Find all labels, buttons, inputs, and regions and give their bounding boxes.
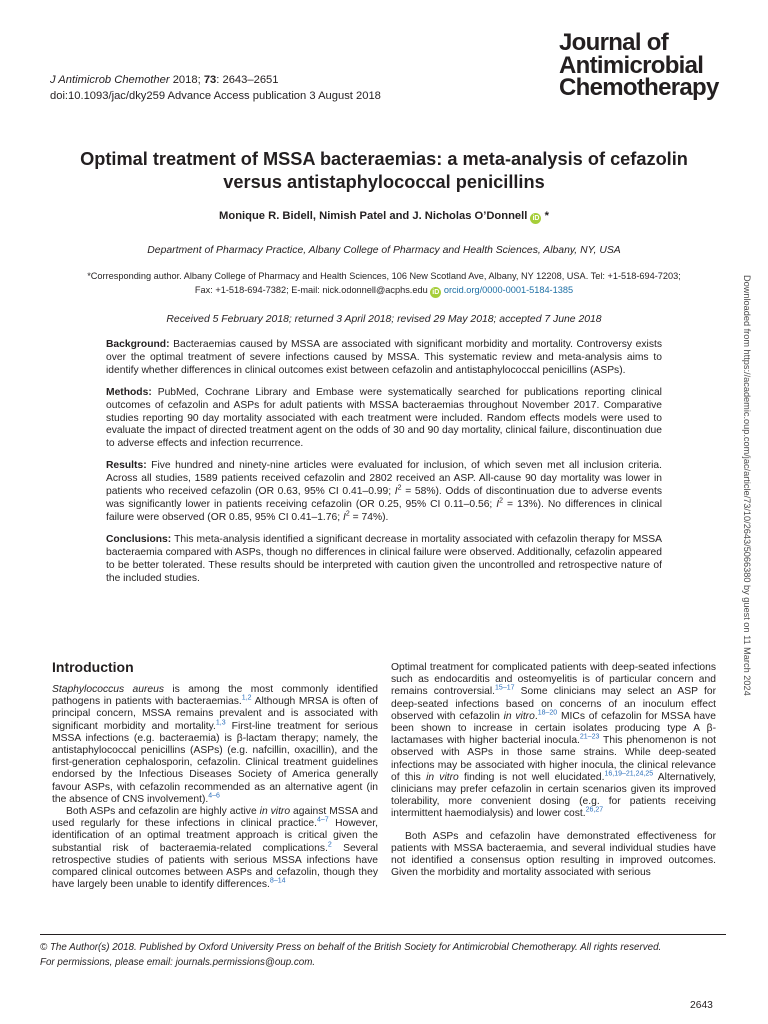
corresponding-mark: * (544, 210, 549, 222)
conclusions-label: Conclusions: (106, 533, 172, 545)
conclusions-text: This meta-analysis identified a significant decrease in mortality associated with cefazolin therapy for MSSA bacteraemia compared with ASPs, though no differences in clinical failure were observed. Additionally, cefazolin appeared to be better tolerated. These results should be interpreted with caution given the uncontrolled and retrospective nature of the included studies. (106, 533, 662, 584)
reference-link[interactable]: 21–23 (579, 733, 600, 741)
reference-link[interactable]: 16,19–21,24,25 (604, 770, 654, 778)
i2-sup: 2 (397, 484, 402, 492)
citation-journal: J Antimicrob Chemother (50, 74, 170, 86)
reference-link[interactable]: 1,2 (241, 694, 252, 702)
logo-line-2: Antimicrobial (559, 51, 704, 79)
doi-line: doi:10.1093/jac/dky259 Advance Access publication 3 August 2018 (50, 89, 381, 102)
copyright-notice (40, 940, 661, 970)
text-run: Some clinicians may select an ASP for deep-seated infections based on concerns of an inoculum effect observed with cefazolin (391, 686, 717, 722)
journal-logo (559, 29, 719, 101)
logo-line-1: Journal of (559, 29, 669, 56)
department-affiliation: Department of Pharmacy Practice, Albany College of Pharmacy and Health Sciences, Albany, NY, USA (147, 245, 621, 256)
citation-line (50, 73, 381, 89)
background-text: Bacteraemias caused by MSSA are associated with significant morbidity and mortality. Controversy exists over the optimal treatment of severe infections caused by MSSA. This systematic review and meta-analysis aims to identify whether differences in clinical outcomes exist between cefazolin and antistaphylococcal penicillins (ASPs). (106, 339, 662, 376)
reference-link[interactable]: 18–20 (537, 709, 558, 717)
orcid-icon[interactable]: iD (532, 215, 540, 222)
corresponding-line-2: Fax: +1-518-694-7382; E-mail: nick.odonnell@acphs.edu (194, 284, 428, 295)
download-sidenote (736, 275, 758, 975)
reference-link[interactable]: 4–6 (208, 792, 220, 800)
corresponding-line-2-wrap (50, 284, 718, 298)
title-line-1: Optimal treatment of MSSA bacteraemias: a meta-analysis of cefazolin (80, 149, 688, 169)
text-run: Although MRSA is often of principal concern, MSSA remains prevalent and is associated with significant morbidity and mortality. (52, 696, 378, 732)
italic-term: in vitro (259, 806, 291, 818)
text-run: This phenomenon is not observed with ASPs in those same strains. While deep-seated infections may be associated with higher inocula, the clinical relevance of this (391, 735, 716, 783)
authors-text: Monique R. Bidell, Nimish Patel and J. Nicholas O’Donnell (219, 210, 528, 222)
methods-text: PubMed, Cochrane Library and Embase were systematically searched for publications reporting clinical outcomes of cefazolin and ASPs for adult patients with MSSA bacteraemias throughout November 2017. Comparative studies reporting 90 day mortality associated with each treatment were included. Random effects models were used to evaluate the impact of directed treatment agent on the odds of 30 and 90 day mortality, clinical failure, discontinuation due to adverse effects and infection recurrence. (106, 386, 662, 450)
orcid-small-icon: iD (432, 288, 440, 296)
italic-term: in vitro (426, 771, 459, 783)
text-run: finding is not well elucidated. (458, 771, 605, 783)
results-label: Results: (106, 460, 147, 472)
copyright-line-1: © The Author(s) 2018. Published by Oxford University Press on behalf of the British Society for Antimicrobial Chemotherapy. All rights reserved. (40, 942, 662, 953)
background-label: Background: (106, 339, 170, 350)
paragraph: Both ASPs and cefazolin have demonstrated effectiveness for patients with MSSA bacteraemia, and several individual studies have not identified a consensus option resulting in improved outcomes. Given the morbidity and mortality associated with serious (391, 830, 716, 879)
download-note-text: Downloaded from https://academic.oup.com/jac/article/73/10/2643/5066380 by guest on 11 March 2024 (742, 275, 752, 696)
article-title (40, 148, 728, 194)
text-run: Both ASPs and cefazolin are highly active (66, 806, 260, 818)
citation-year: 2018; (172, 74, 201, 86)
text-run: against MSSA and used regularly for these infections in clinical practice. (52, 806, 378, 830)
i2-symbol: I (394, 486, 398, 498)
species-name: Staphylococcus aureus (52, 684, 164, 695)
corresponding-author-info (50, 270, 718, 298)
abstract-conclusions (106, 534, 662, 586)
body-column-right (391, 662, 716, 879)
corresponding-line-1: *Corresponding author. Albany College of Pharmacy and Health Sciences, 106 New Scotland Ave, Albany, NY 12208, USA. Tel: +1-518-694-7203; (87, 271, 681, 281)
abstract (106, 339, 662, 594)
page-number: 2643 (690, 1000, 713, 1011)
text-run: Several retrospective studies of patients with serious MSSA infections have compared clinical outcomes between ASPs and cefazolin, though they have largely been unable to identify differences. (52, 842, 378, 891)
reference-link[interactable]: 2 (327, 841, 332, 849)
text-run: MICs of cefazolin for MSSA have been shown to increase in certain isolates producing type A β-lactamases with higher bacterial inocula. (391, 710, 716, 747)
reference-link[interactable]: 4–7 (317, 816, 329, 824)
i2-sup: 2 (499, 497, 504, 505)
abstract-methods (106, 387, 662, 452)
citation-pages: : 2643–2651 (216, 74, 279, 86)
i2-symbol: I (496, 498, 500, 510)
paragraph (391, 662, 716, 821)
reference-link[interactable]: 15–17 (495, 684, 515, 692)
results-text-a: Five hundred and ninety-nine articles were evaluated for inclusion, of which seven met all inclusion criteria. Across all studies, 1589 patients received cefazolin and 2802 received an ASP. All-cause 90 day mortality was lower in patients who received cefazolin (OR 0.63, 95% CI 0.41–0.99; (106, 460, 662, 498)
author-list (0, 210, 768, 224)
body-column-left (52, 684, 378, 891)
reference-link[interactable]: 1,3 (215, 719, 226, 727)
abstract-results (106, 460, 662, 525)
logo-line-3: Chemotherapy (559, 74, 719, 101)
i2-sup: 2 (345, 510, 350, 518)
text-run: is among the most commonly identified pathogens in patients with bacteraemias. (52, 684, 378, 708)
text-run: Optimal treatment for complicated patients with deep-seated infections such as endocarditis and osteomyelitis is of particular concern and remains controversial. (391, 662, 716, 698)
methods-label: Methods: (106, 386, 152, 398)
italic-term: in vitro (503, 710, 535, 722)
paragraph (52, 806, 378, 891)
reference-link[interactable]: 8–14 (269, 877, 286, 885)
copyright-line-2: For permissions, please email: journals.permissions@oup.com. (40, 957, 316, 968)
title-line-2: versus antistaphylococcal penicillins (223, 172, 545, 192)
text-run: However, identification of an optimal treatment approach is critical given the substantial risk of bacteraemia-related complications. (52, 818, 378, 854)
footer-divider (40, 934, 726, 935)
text-run: . (534, 710, 538, 722)
i2-symbol: I (342, 511, 346, 523)
results-text-b: = 58%). Odds of discontinuation due to adverse events was significantly lower in patients receiving cefazolin (OR 0.25, 95% CI 0.11–0.56; (106, 486, 662, 510)
paragraph (52, 684, 378, 806)
received-dates: Received 5 February 2018; returned 3 April 2018; revised 29 May 2018; accepted 7 June 2018 (166, 314, 602, 325)
abstract-background (106, 339, 662, 378)
citation-volume: 73 (203, 74, 217, 86)
results-text-d: = 74%). (349, 511, 389, 523)
journal-citation (50, 73, 381, 104)
introduction-heading: Introduction (52, 659, 134, 675)
text-run: First-line treatment for serious MSSA infections (e.g. bacteraemia) is β-lactam therapy; namely, the antistaphylococcal penicillins (ASPs) (e.g. nafcillin, oxacillin), and the first-generation cephalosporin, cefazolin. Clinical treatment guidelines endorsed by the Infectious Diseases Society of America generally favour ASPs, with cefazolin recommended as an alternative agent (in the absence of CNS involvement). (52, 720, 378, 805)
results-text-c: = 13%). No differences in clinical failure were observed (OR 0.85, 95% CI 0.41–1.76; (106, 498, 662, 523)
reference-link[interactable]: 26,27 (585, 807, 604, 815)
orcid-link[interactable]: orcid.org/0000-0001-5184-1385 (443, 284, 574, 295)
text-run: Alternatively, clinicians may prefer cefazolin in certain scenarios given its improved tolerability, more convenient dosing (e.g. for patients receiving intermittent haemodialysis) and lower cost. (391, 771, 716, 820)
